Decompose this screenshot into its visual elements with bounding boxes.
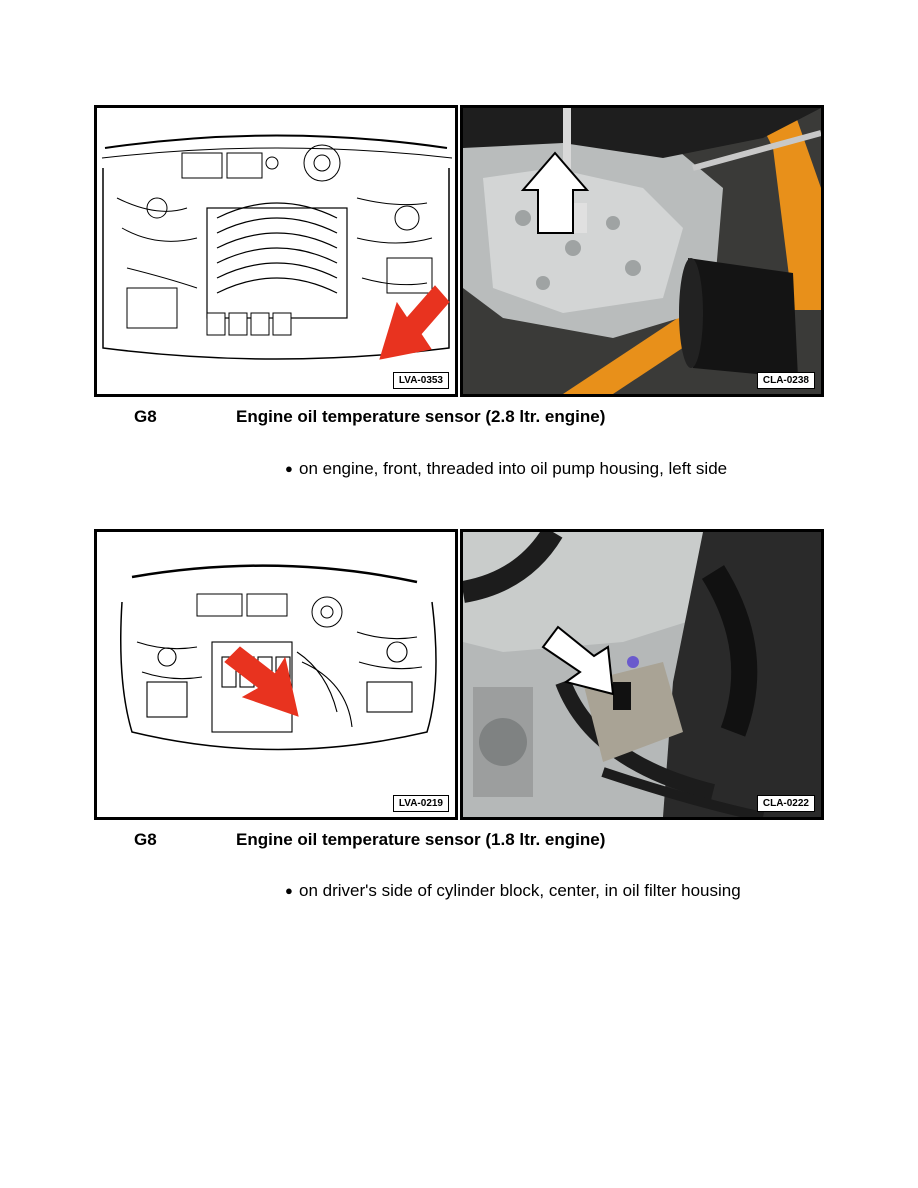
component-code: G8 bbox=[134, 407, 157, 426]
bullet-dot-icon: ● bbox=[285, 461, 293, 476]
image-label: LVA-0353 bbox=[393, 372, 449, 389]
engine-bay-diagram-1-8 bbox=[94, 529, 458, 820]
image-label: CLA-0238 bbox=[757, 372, 815, 389]
line-drawing-engine-bay bbox=[97, 108, 455, 394]
component-code: G8 bbox=[134, 830, 157, 849]
image-label: LVA-0219 bbox=[393, 795, 449, 812]
location-text: on engine, front, threaded into oil pump housing, left side bbox=[299, 459, 728, 478]
bullet-dot-icon: ● bbox=[285, 883, 293, 898]
engine-photo-1-8 bbox=[460, 529, 824, 820]
location-text: on driver's side of cylinder block, center, in oil filter housing bbox=[299, 881, 741, 900]
location-description bbox=[285, 878, 775, 903]
engine-bay-diagram-2-8 bbox=[94, 105, 458, 397]
image-label: CLA-0222 bbox=[757, 795, 815, 812]
photo-oil-pump-housing bbox=[463, 108, 821, 394]
component-title: Engine oil temperature sensor (2.8 ltr. engine) bbox=[236, 407, 606, 426]
line-drawing-engine-bay bbox=[97, 532, 455, 817]
location-description bbox=[285, 456, 775, 481]
engine-photo-2-8 bbox=[460, 105, 824, 397]
photo-oil-filter-housing bbox=[463, 532, 821, 817]
component-title: Engine oil temperature sensor (1.8 ltr. engine) bbox=[236, 830, 606, 849]
